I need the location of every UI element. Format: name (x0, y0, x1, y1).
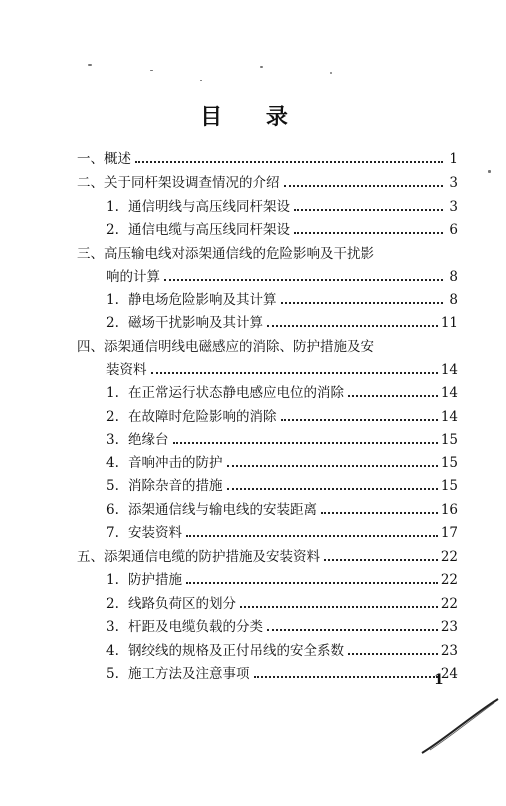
toc-number: 6. (106, 502, 119, 518)
dot-leader (348, 395, 438, 397)
toc-number: 5. (106, 666, 119, 682)
toc-number: 5. (106, 478, 119, 494)
toc-label: 关于同杆架设调查情况的介绍 (104, 175, 280, 191)
toc-number: 2. (106, 596, 119, 612)
dot-leader (294, 232, 443, 234)
toc-label: 安装资料 (128, 525, 182, 541)
dot-leader (186, 535, 438, 537)
toc-label: 在正常运行状态静电感应电位的消除 (128, 385, 344, 401)
dot-leader (240, 606, 438, 608)
toc-page: 6 (449, 222, 458, 238)
toc-number: 3. (106, 619, 119, 635)
scan-speck (88, 64, 92, 66)
toc-label: 杆距及电缆负载的分类 (128, 619, 263, 635)
scan-speck (330, 72, 332, 74)
toc-label: 添架通信线与输电线的安装距离 (128, 502, 317, 518)
toc-page: 16 (440, 502, 458, 518)
toc-page: 11 (440, 315, 458, 331)
toc-number: 1. (106, 199, 119, 215)
toc-page: 23 (440, 643, 458, 659)
toc-page: 22 (440, 572, 458, 588)
toc-row (106, 408, 458, 426)
toc-page: 22 (440, 596, 458, 612)
toc-page: 15 (440, 455, 458, 471)
toc-label: 通信明线与高压线同杆架设 (128, 199, 290, 215)
toc-row (106, 268, 458, 286)
toc-label: 钢绞线的规格及正付吊线的安全系数 (128, 643, 344, 659)
toc-label: 防护措施 (128, 572, 182, 588)
scan-speck (260, 66, 263, 68)
toc-label: 施工方法及注意事项 (128, 666, 250, 682)
dot-leader (281, 302, 444, 304)
toc-number: 7. (106, 525, 119, 541)
toc-number: 4. (106, 455, 119, 471)
scan-speck (488, 170, 491, 173)
toc-row (106, 198, 458, 216)
toc-number: 1. (106, 292, 119, 308)
toc-label: 静电场危险影响及其计算 (128, 292, 277, 308)
toc-row (106, 571, 458, 589)
toc-number: 2. (106, 315, 119, 331)
toc-page: 24 (440, 666, 458, 682)
toc-page: 14 (440, 362, 458, 378)
toc-page: 3 (449, 175, 458, 191)
toc-row (77, 338, 446, 356)
toc-number: 二、 (77, 175, 104, 191)
toc-number: 2. (106, 409, 119, 425)
toc-page: 23 (440, 619, 458, 635)
toc-row (106, 618, 458, 636)
toc-row (106, 524, 458, 542)
toc-label: 高压输电线对添架通信线的危险影响及干扰影 (104, 246, 374, 262)
toc-label: 添架通信明线电磁感应的消除、防护措施及安 (104, 339, 374, 355)
toc-row (106, 501, 458, 519)
toc-number: 3. (106, 432, 119, 448)
toc-row (106, 595, 458, 613)
toc-page: 22 (440, 549, 458, 565)
toc-row (106, 221, 458, 239)
toc-number: 五、 (77, 549, 104, 565)
toc-row (106, 384, 458, 402)
scan-speck (150, 70, 153, 71)
dot-leader (284, 185, 444, 187)
toc-row (77, 150, 458, 168)
dot-leader (281, 419, 438, 421)
toc-page: 17 (440, 525, 458, 541)
dot-leader (151, 372, 438, 374)
toc-number: 三、 (77, 246, 104, 262)
toc-label: 线路负荷区的划分 (128, 596, 236, 612)
toc-page: 15 (440, 478, 458, 494)
dot-leader (135, 161, 443, 163)
toc-row (77, 548, 458, 566)
toc-page: 8 (449, 292, 458, 308)
toc-number: 1. (106, 572, 119, 588)
toc-row (106, 477, 458, 495)
toc-label: 响的计算 (106, 269, 160, 285)
toc-number: 四、 (77, 339, 104, 355)
dot-leader (348, 653, 438, 655)
page-title: 目 录 (200, 105, 306, 130)
toc-page: 15 (440, 432, 458, 448)
toc-row (106, 454, 458, 472)
toc-page: 8 (449, 269, 458, 285)
toc-row (106, 291, 458, 309)
toc-row (77, 245, 446, 263)
toc-label: 添架通信电缆的防护措施及安装资料 (104, 549, 320, 565)
dot-leader (267, 629, 438, 631)
toc-row (106, 314, 458, 332)
toc-number: 1. (106, 385, 119, 401)
toc-page: 14 (440, 409, 458, 425)
toc-label: 通信电缆与高压线同杆架设 (128, 222, 290, 238)
page-number: 1 (434, 672, 444, 688)
toc-row (106, 431, 458, 449)
dot-leader (321, 512, 438, 514)
dot-leader (267, 325, 438, 327)
toc-label: 装资料 (106, 362, 147, 378)
toc-row (106, 665, 458, 683)
pen-stroke-mark (420, 695, 500, 755)
dot-leader (324, 559, 438, 561)
toc-number: 2. (106, 222, 119, 238)
toc-number: 4. (106, 643, 119, 659)
toc-row (106, 361, 458, 379)
toc-number: 一、 (77, 151, 104, 167)
dot-leader (294, 209, 443, 211)
scan-speck (200, 80, 202, 81)
toc-page: 14 (440, 385, 458, 401)
toc-label: 概述 (104, 151, 131, 167)
dot-leader (227, 465, 438, 467)
dot-leader (254, 676, 438, 678)
toc-label: 消除杂音的措施 (128, 478, 223, 494)
toc-page: 3 (449, 199, 458, 215)
toc-row (106, 642, 458, 660)
toc-label: 在故障时危险影响的消除 (128, 409, 277, 425)
toc-label: 音响冲击的防护 (128, 455, 223, 471)
dot-leader (186, 582, 438, 584)
toc-page: 1 (449, 151, 458, 167)
dot-leader (227, 488, 438, 490)
dot-leader (173, 442, 438, 444)
dot-leader (164, 279, 443, 281)
toc-row (77, 174, 458, 192)
toc-label: 绝缘台 (128, 432, 169, 448)
toc-label: 磁场干扰影响及其计算 (128, 315, 263, 331)
